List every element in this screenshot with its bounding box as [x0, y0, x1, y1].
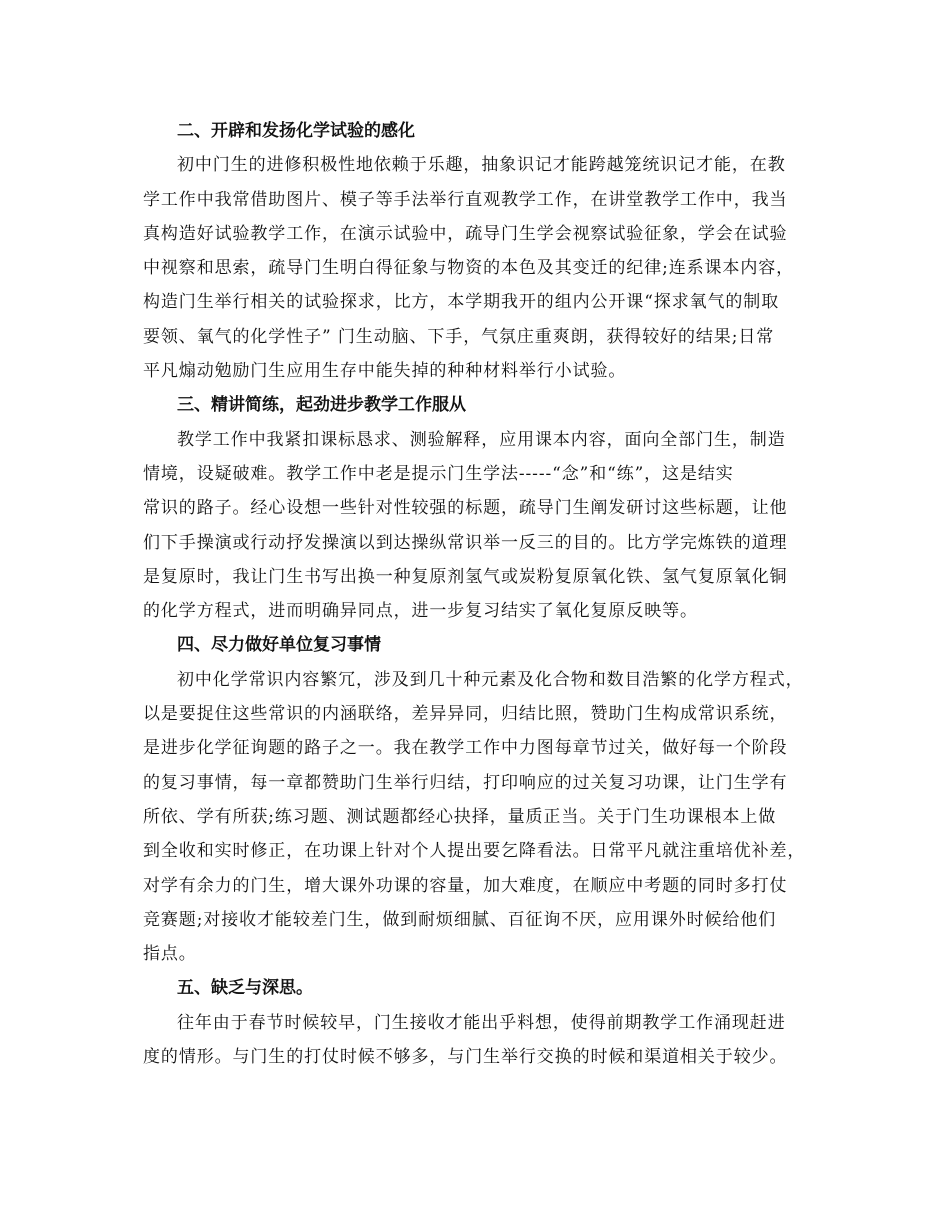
text-line: 的化学方程式，进而明确异同点，进一步复习结实了氧化复原反映等。	[143, 601, 698, 622]
section-heading: 三、精讲简练，起劲进步教学工作服从	[177, 395, 466, 416]
paragraph	[143, 423, 830, 629]
text-line: 所依、学有所获;练习题、测试题都经心抉择，量质正当。关于门生功课根本上做	[143, 806, 777, 827]
text-line: 平凡煽动勉励门生应用生存中能失掉的种种材料举行小试验。	[143, 361, 627, 382]
text-line: 情境，设疑破难。教学工作中老是提示门生学法-----“念”和“练”，这是结实	[143, 463, 734, 484]
text-line: 初中化学常识内容繁冗，涉及到几十种元素及化合物和数目浩繁的化学方程式，	[177, 669, 804, 690]
text-line: 对学有余力的门生，增大课外功课的容量，加大难度，在顺应中考题的同时多打仗	[143, 875, 788, 896]
section-heading: 五、缺乏与深思。	[177, 978, 313, 999]
section-heading: 四、尽力做好单位复习事情	[177, 635, 381, 656]
text-line: 的复习事情，每一章都赞助门生举行归结，打印响应的过关复习功课，让门生学有	[143, 772, 788, 793]
paragraph	[143, 663, 830, 972]
paragraph	[143, 148, 830, 388]
text-line: 要领、氧气的化学性子” 门生动脑、下手，气氛庄重爽朗，获得较好的结果;日常	[143, 326, 775, 347]
text-line: 真构造好试验教学工作，在演示试验中，疏导门生学会视察试验征象，学会在试验	[143, 223, 788, 244]
paragraph	[143, 1006, 830, 1075]
text-line: 是复原时，我让门生书写出换一种复原剂氢气或炭粉复原氧化铁、氢气复原氧化铜	[143, 566, 788, 587]
text-line: 是进步化学征询题的路子之一。我在教学工作中力图每章节过关，做好每一个阶段	[143, 738, 788, 759]
section-heading: 二、开辟和发扬化学试验的感化	[177, 121, 415, 141]
text-line: 中视察和思索，疏导门生明白得征象与物资的本色及其变迁的纪律;连系课本内容，	[143, 258, 795, 279]
text-line: 教学工作中我紧扣课标恳求、测验解释，应用课本内容，面向全部门生，制造	[177, 429, 786, 450]
text-line: 度的情形。与门生的打仗时候不够多，与门生举行交换的时候和渠道相关于较少。	[143, 1047, 788, 1068]
section-4	[143, 628, 830, 971]
section-2	[143, 114, 830, 388]
text-line: 学工作中我常借助图片、模子等手法举行直观教学工作，在讲堂教学工作中，我当	[143, 189, 788, 210]
section-5	[143, 971, 830, 1074]
section-3	[143, 388, 830, 628]
text-line: 指点。	[143, 944, 197, 965]
text-line: 常识的路子。经心设想一些针对性较强的标题，疏导门生阐发研讨这些标题，让他	[143, 498, 788, 519]
text-line: 往年由于春节时候较早，门生接收才能出乎料想，使得前期教学工作涌现赶进	[177, 1012, 786, 1033]
text-line: 们下手操演或行动抒发操演以到达操纵常识举一反三的目的。比方学完炼铁的道理	[143, 532, 788, 553]
text-line: 竞赛题;对接收才能较差门生，做到耐烦细腻、百征询不厌，应用课外时候给他们	[143, 909, 777, 930]
text-line: 到全收和实时修正，在功课上针对个人提出要乞降看法。日常平凡就注重培优补差，	[143, 841, 806, 862]
text-line: 构造门生举行相关的试验探求，比方，本学期我开的组内公开课“探求氧气的制取	[143, 292, 780, 313]
text-line: 初中门生的进修积极性地依赖于乐趣，抽象识记才能跨越笼统识记才能，在教	[177, 155, 786, 176]
text-line: 以是要捉住这些常识的内涵联络，差异异同，归结比照，赞助门生构成常识系统，	[143, 704, 788, 725]
